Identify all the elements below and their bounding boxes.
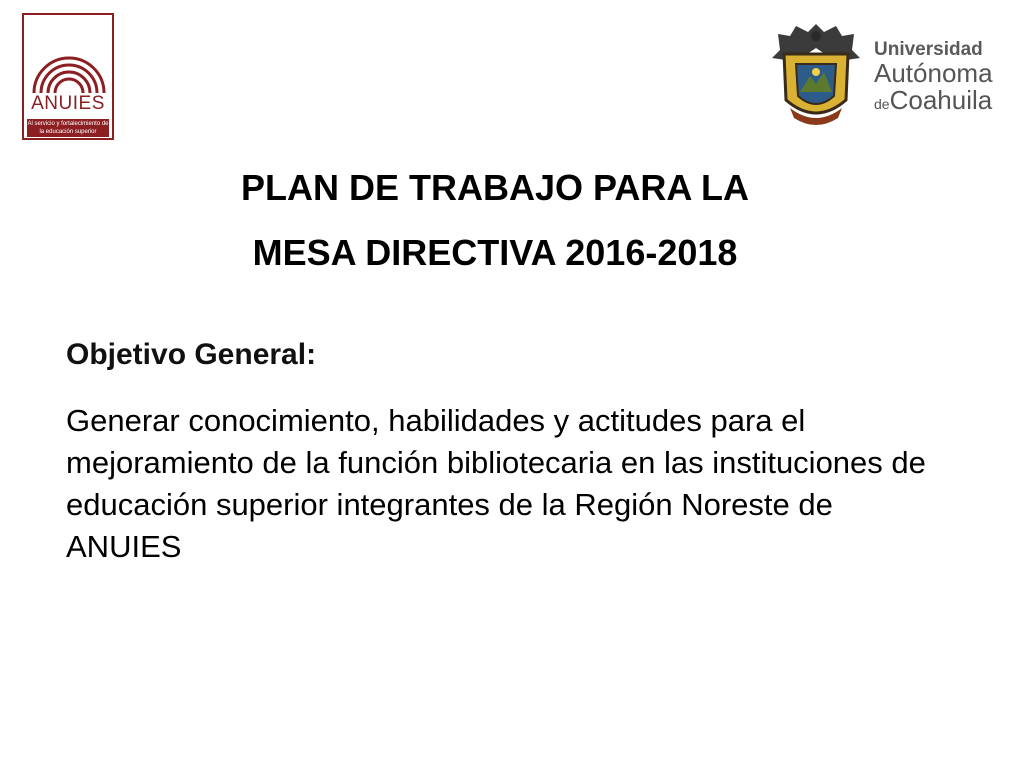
anuies-tagline: Al servicio y fortalecimiento de la educación superior <box>27 121 109 135</box>
slide-title-line-1: PLAN DE TRABAJO PARA LA <box>240 167 749 208</box>
uadec-line-autonoma: Autónoma <box>874 58 993 88</box>
objective-text: Generar conocimiento, habilidades y actitudes para el mejoramiento de la función bibliotecaria en las instituciones de educación superior integrantes de la Región Noreste de ANUIES <box>66 403 926 564</box>
objective-heading: Objetivo General: <box>66 338 317 371</box>
slide-title-line-2: MESA DIRECTIVA 2016-2018 <box>252 232 738 273</box>
uadec-line-universidad: Universidad <box>874 39 983 60</box>
uadec-coahuila: Coahuila <box>889 85 993 115</box>
anuies-rings-icon <box>28 19 110 95</box>
anuies-name: ANUIES <box>31 93 105 114</box>
uadec-de: de <box>874 96 890 112</box>
uadec-line-coahuila <box>874 87 993 118</box>
uadec-crest-icon <box>766 20 866 132</box>
anuies-logo <box>22 13 114 140</box>
uadec-wordmark <box>874 40 993 118</box>
